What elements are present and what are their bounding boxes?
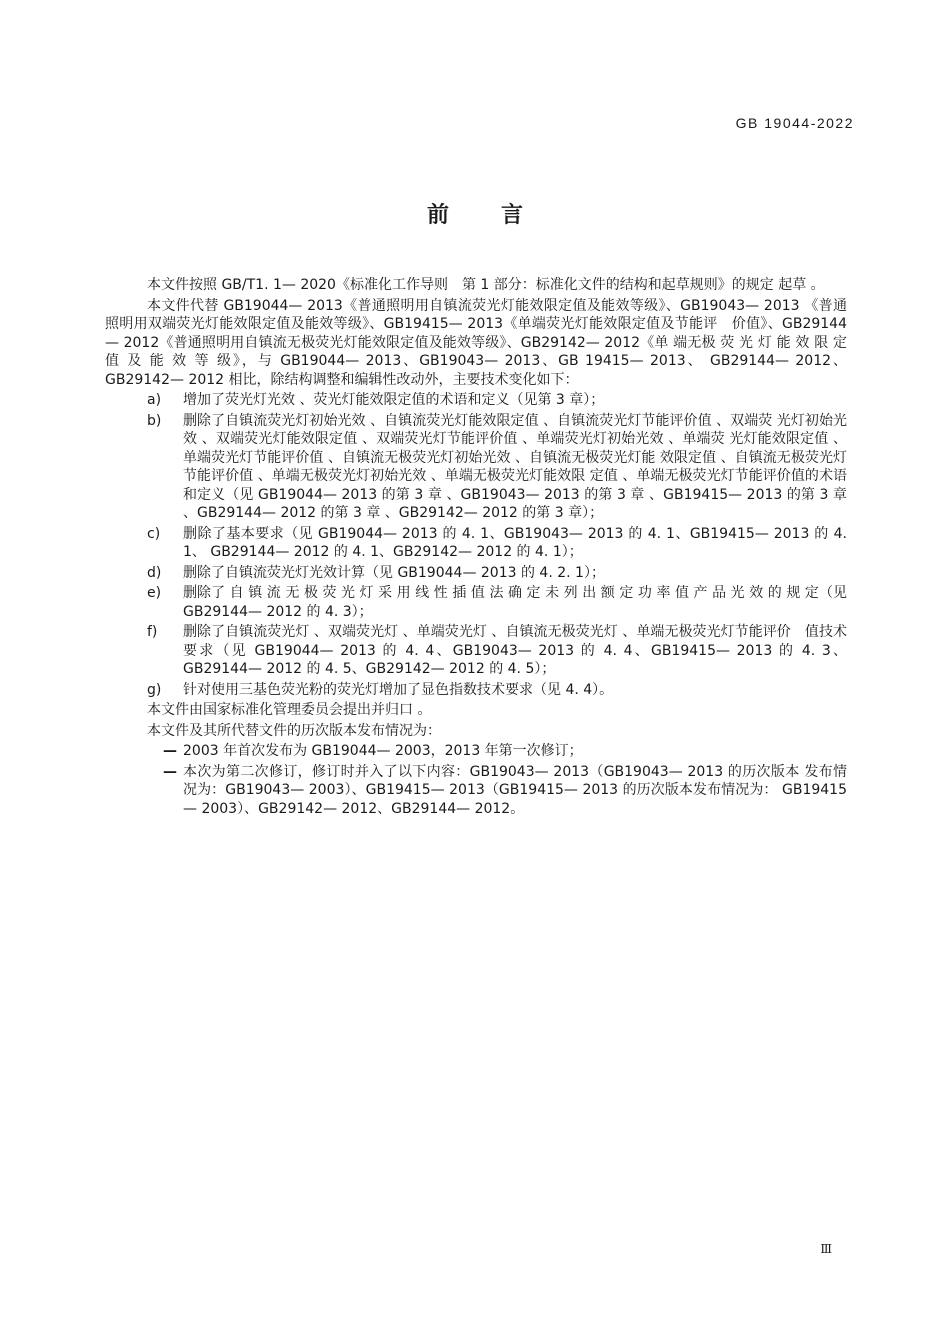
list-item bbox=[105, 391, 847, 410]
paragraph-proposer: 本文件由国家标准化管理委员会提出并归口 。 bbox=[147, 702, 432, 718]
page-title: 前言 bbox=[426, 203, 575, 228]
dash-marker: — bbox=[163, 743, 177, 759]
list-marker: b) bbox=[147, 412, 162, 429]
list-item-text: 删除了 自 镇 流 无 极 荧 光 灯 采 用 线 性 插 值 法 确 定 未 列 出 额 定 功 率 值 产 品 光 效 的 规 定（见 GB29144— 2012 的 4. 3）； bbox=[183, 585, 847, 620]
list-item bbox=[105, 681, 847, 700]
list-marker: g) bbox=[147, 681, 162, 698]
list-item-text: 删除了自镇流荧光灯 、双端荧光灯 、单端荧光灯 、自镇流无极荧光灯 、单端无极荧光灯节能评价 值技术要求（见 GB19044— 2013 的 4. 4、GB19043— 2013 的 4. 4、GB19415— 2013 的 4. 3、 GB29144— 2012 的 4. 5、GB29142— 2012 的 4. 5）； bbox=[183, 624, 847, 677]
page-number: Ⅲ bbox=[820, 1242, 832, 1256]
list-item-text: 删除了自镇流荧光灯光效计算（见 GB19044— 2013 的 4. 2. 1）； bbox=[183, 564, 605, 581]
list-item bbox=[105, 412, 847, 523]
list-marker: a) bbox=[147, 392, 162, 408]
foreword-body bbox=[105, 276, 847, 820]
history-item-text: 2003 年首次发布为 GB19044— 2003，2013 年第一次修订； bbox=[183, 743, 583, 759]
document-code: GB 19044-2022 bbox=[735, 115, 854, 131]
list-item bbox=[105, 584, 847, 621]
list-item bbox=[105, 564, 847, 583]
dash-marker: — bbox=[163, 763, 177, 780]
paragraph-replacement: 本文件代替 GB19044— 2013《普通照明用自镇流荧光灯能效限定值及能效等级》、GB19043— 2013 《普通照明用双端荧光灯能效限定值及能效等级》、GB19415— 2013《单端荧光灯能效限定值及节能评 价值》、GB29144— 2012《普通照明用自镇流无极荧光灯能效限定值及能效等级》、GB29142— 2012《单 端无极 荧 光 灯 能 效 限 定 值 及 能 效 等 级》，与 GB19044— 2013、GB19043— 2013、GB 19415— 2013、 GB29144— 2012、GB29142— 2012 相比，除结构调整和编辑性改动外，主要技术变化如下： bbox=[105, 297, 847, 388]
list-marker: f) bbox=[147, 624, 158, 640]
list-item-text: 增加了荧光灯光效 、荧光灯能效限定值的术语和定义（见第 3 章）； bbox=[183, 392, 605, 408]
history-item bbox=[105, 742, 847, 761]
history-list bbox=[105, 742, 847, 818]
list-item bbox=[105, 623, 847, 679]
history-item bbox=[105, 763, 847, 819]
list-marker: e) bbox=[147, 585, 162, 601]
change-list bbox=[105, 391, 847, 699]
list-marker: c) bbox=[147, 525, 161, 542]
paragraph-history-intro: 本文件及其所代替文件的历次版本发布情况为： bbox=[147, 722, 441, 739]
list-item-text: 删除了自镇流荧光灯初始光效 、自镇流荧光灯能效限定值 、自镇流荧光灯节能评价值 、双端荧 光灯初始光效 、双端荧光灯能效限定值 、双端荧光灯节能评价值 、单端荧光灯初始光效 、单端荧 光灯能效限定值 、单端荧光灯节能评价值 、自镇流无极荧光灯初始光效 、自镇流无极荧光灯能 效限定值 、自镇流无极荧光灯节能评价值 、单端无极荧光灯初始光效 、单端无极荧光灯能效限 定值 、单端无极荧光灯节能评价值的术语和定义（见 GB19044— 2013 的第 3 章 、GB19043— 2013 的第 3 章 、GB19415— 2013 的第 3 章 、GB29144— 2012 的第 3 章 、GB29142— 2012 的第 3 章）； bbox=[183, 412, 847, 521]
paragraph-drafting-basis: 本文件按照 GB/T1. 1— 2020《标准化工作导则 第 1 部分：标准化文件的结构和起草规则》的规定 起草 。 bbox=[147, 277, 825, 293]
list-marker: d) bbox=[147, 564, 162, 581]
list-item-text: 删除了基本要求（见 GB19044— 2013 的 4. 1、GB19043— 2013 的 4. 1、GB19415— 2013 的 4. 1、 GB29144— 2012 的 4. 1、GB29142— 2012 的 4. 1）； bbox=[183, 525, 847, 560]
history-item-text: 本次为第二次修订，修订时并入了以下内容：GB19043— 2013（GB19043— 2013 的历次版本 发布情况为：GB19043— 2003）、GB19415— 2013（GB19415— 2013 的历次版本发布情况为： GB19415— 2003）、GB29142— 2012、GB29144— 2012。 bbox=[183, 763, 847, 817]
list-item bbox=[105, 525, 847, 562]
list-item-text: 针对使用三基色荧光粉的荧光灯增加了显色指数技术要求（见 4. 4）。 bbox=[183, 681, 614, 698]
